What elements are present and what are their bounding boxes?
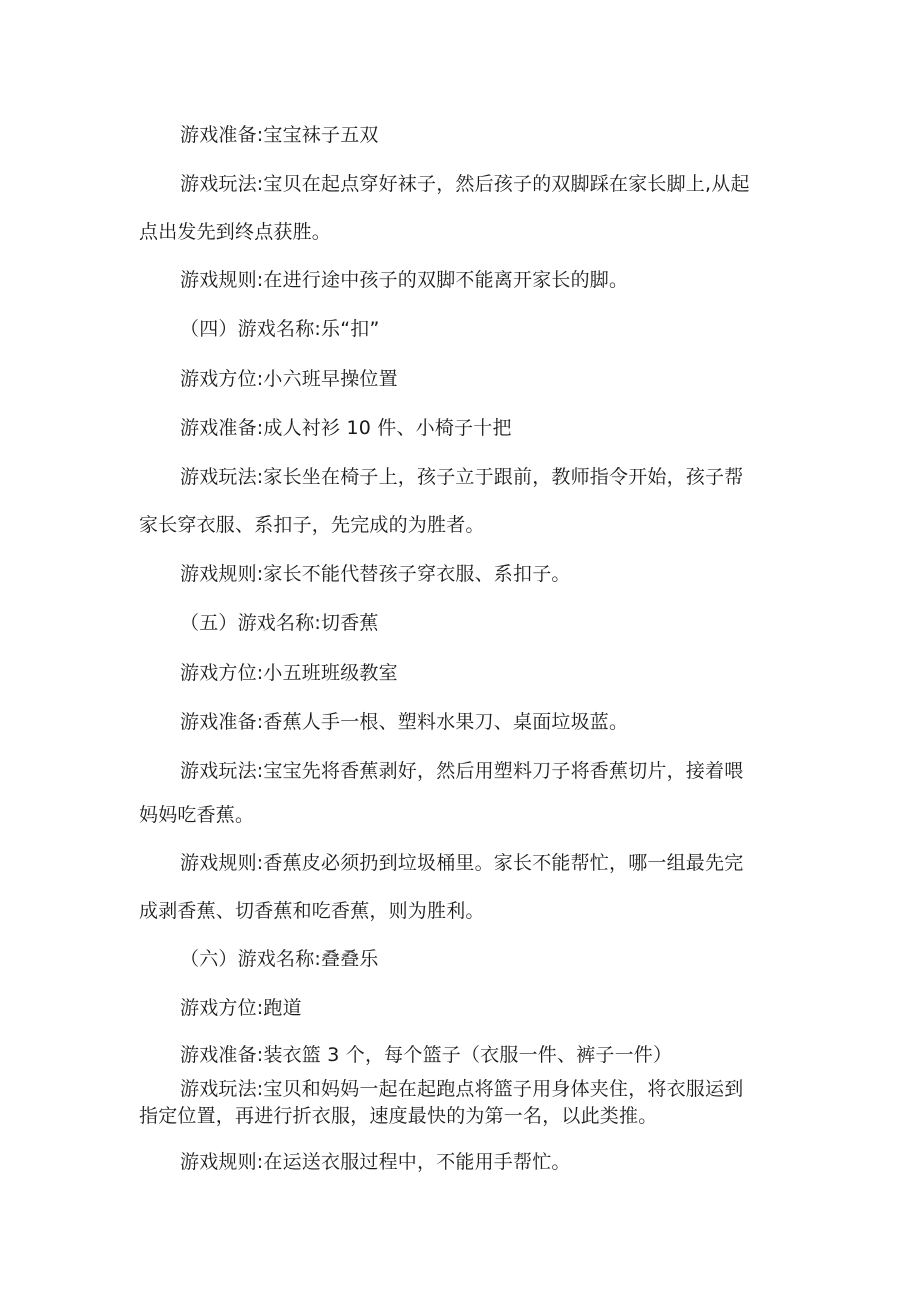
text-line: 游戏方位:跑道 [180,997,302,1019]
text-line: 游戏规则:家长不能代替孩子穿衣服、系扣子。 [180,563,571,585]
text-line: 游戏准备:宝宝袜子五双 [180,124,379,146]
text-line: 指定位置，再进行折衣服，速度最快的为第一名，以此类推。 [139,1105,658,1127]
text-line: 游戏准备:香蕉人手一根、塑料水果刀、桌面垃圾蓝。 [180,711,629,733]
section-heading: （五）游戏名称:切香蕉 [180,612,379,634]
text-line: 游戏规则:在运送衣服过程中，不能用手帮忙。 [180,1151,571,1173]
text-line: 游戏规则:香蕉皮必须扔到垃圾桶里。家长不能帮忙，哪一组最先完 [180,852,744,874]
text-line: 游戏规则:在进行途中孩子的双脚不能离开家长的脚。 [180,269,629,291]
text-line: 游戏准备:装衣篮 3 个，每个篮子（衣服一件、裤子一件） [180,1044,673,1066]
text-line: 家长穿衣服、系扣子，先完成的为胜者。 [139,514,485,536]
text-line: 游戏准备:成人衬衫 10 件、小椅子十把 [180,417,512,439]
text-line: 点出发先到终点获胜。 [139,221,332,243]
text-line: 游戏玩法:宝贝和妈妈一起在起跑点将篮子用身体夹住，将衣服运到 [180,1078,744,1100]
section-heading: （六）游戏名称:叠叠乐 [180,948,379,970]
text-line: 游戏玩法:宝宝先将香蕉剥好，然后用塑料刀子将香蕉切片，接着喂 [180,760,744,782]
text-line: 成剥香蕉、切香蕉和吃香蕉，则为胜利。 [139,900,485,922]
text-line: 游戏玩法:家长坐在椅子上，孩子立于跟前，教师指令开始，孩子帮 [180,466,744,488]
text-line: 游戏方位:小六班早操位置 [180,368,398,390]
text-line: 游戏方位:小五班班级教室 [180,662,398,684]
text-line: 游戏玩法:宝贝在起点穿好袜子，然后孩子的双脚踩在家长脚上,从起 [180,173,750,195]
text-line: 妈妈吃香蕉。 [139,804,255,826]
section-heading: （四）游戏名称:乐“扣” [180,318,380,340]
